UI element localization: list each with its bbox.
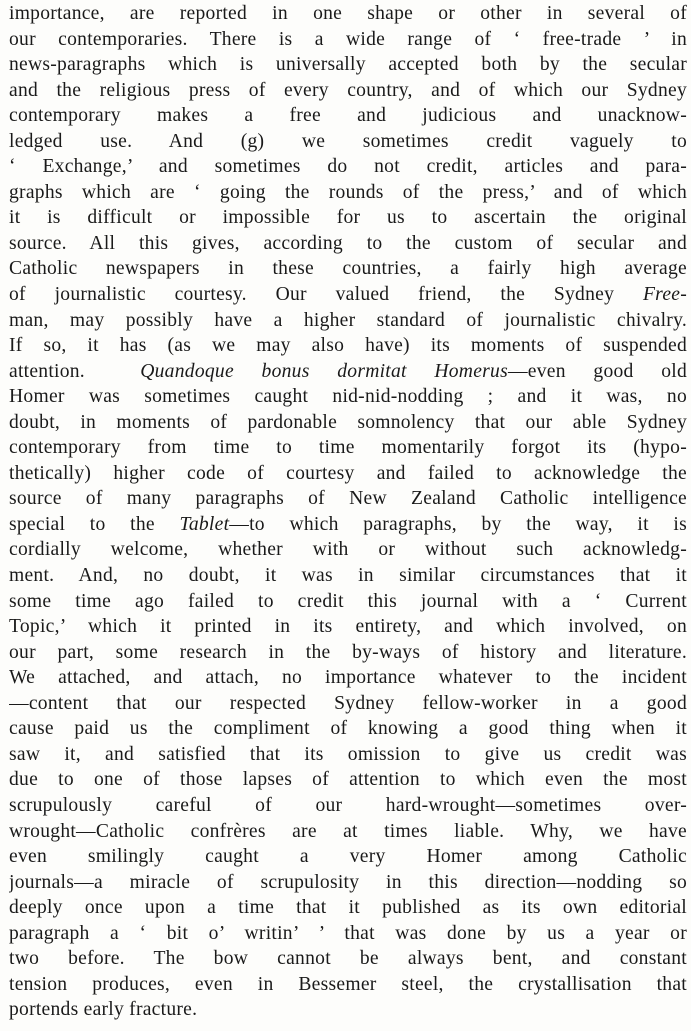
text-line-last: portends early fracture.	[9, 999, 198, 1021]
text-line: importance, are reported in one shape or other in several of	[9, 3, 687, 24]
text-line-with-italic	[9, 512, 687, 538]
text-line: deeply once upon a time that it published as its own editorial	[9, 897, 687, 919]
text-line: two before. The bow cannot be always bent, and constant	[9, 948, 687, 970]
text-line: our contemporaries. There is a wide range of ‘ free-trade ’ in	[9, 28, 687, 50]
text-line: ‘ Exchange,’ and sometimes do not credit, articles and para-	[9, 156, 687, 178]
line-text-tail: —even good old	[507, 360, 687, 382]
text-line: it is difficult or impossible for us to ascertain the original	[9, 207, 687, 229]
line-text-tail: —to which paragraphs, by the way, it is	[229, 513, 687, 535]
text-line: ment. And, no doubt, it was in similar circumstances that it	[9, 565, 687, 587]
text-line: contemporary from time to time momentarily forgot its (hypo-	[9, 437, 687, 459]
text-line: ledged use. And (g) we sometimes credit vaguely to	[9, 130, 687, 152]
text-line: doubt, in moments of pardonable somnolency that our able Sydney	[9, 411, 687, 433]
text-line: tension produces, even in Bessemer steel, the crystallisation that	[9, 973, 687, 995]
text-line: —content that our respected Sydney fellow-worker in a good	[9, 692, 687, 714]
text-line: cordially welcome, whether with or without such acknowledg-	[9, 539, 687, 561]
line-text: special to the	[9, 513, 155, 535]
text-line: some time ago failed to credit this journal with a ‘ Current	[9, 590, 687, 612]
text-line: due to one of those lapses of attention to which even the most	[9, 769, 687, 791]
line-text: attention.	[9, 360, 85, 382]
text-line: Homer was sometimes caught nid-nid-nodding ; and it was, no	[9, 386, 687, 408]
text-line: Catholic newspapers in these countries, a fairly high average	[9, 258, 687, 280]
text-line: even smilingly caught a very Homer among Catholic	[9, 846, 687, 868]
italic-quote: Quandoque bonus dormitat Homerus	[140, 360, 508, 382]
text-line-with-italic	[9, 282, 687, 308]
text-line: contemporary makes a free and judicious and unacknow-	[9, 105, 687, 127]
text-line: journals—a miracle of scrupulosity in this direction—nodding so	[9, 871, 687, 893]
italic-tablet: Tablet	[179, 513, 230, 535]
text-line: If so, it has (as we may also have) its moments of suspended	[9, 335, 687, 357]
text-line: and the religious press of every country, and of which our Sydney	[9, 79, 687, 101]
text-line: scrupulously careful of our hard-wrought—sometimes over-	[9, 794, 687, 816]
text-line-with-italic	[9, 359, 687, 385]
text-line: thetically) higher code of courtesy and failed to acknowledge the	[9, 462, 687, 484]
text-line: cause paid us the compliment of knowing a good thing when it	[9, 718, 687, 740]
text-line: wrought—Catholic confrères are at times liable. Why, we have	[9, 820, 687, 842]
italic-free: Free-	[642, 284, 687, 306]
text-line: paragraph a ‘ bit o’ writin’ ’ that was done by us a year or	[9, 922, 687, 944]
text-line: man, may possibly have a higher standard of journalistic chivalry.	[9, 309, 687, 331]
line-text: of journalistic courtesy. Our valued friend, the Sydney	[9, 284, 615, 306]
text-line: source of many paragraphs of New Zealand Catholic intelligence	[9, 488, 687, 510]
text-line: our part, some research in the by-ways of history and literature.	[9, 641, 687, 663]
text-line: We attached, and attach, no importance whatever to the incident	[9, 667, 687, 689]
text-line: source. All this gives, according to the custom of secular and	[9, 232, 687, 254]
text-line: news-paragraphs which is universally accepted both by the secular	[9, 54, 687, 76]
text-line: Topic,’ which it printed in its entirety, and which involved, on	[9, 616, 687, 638]
text-line: graphs which are ‘ going the rounds of the press,’ and of which	[9, 181, 687, 203]
text-line: saw it, and satisfied that its omission to give us credit was	[9, 743, 687, 765]
